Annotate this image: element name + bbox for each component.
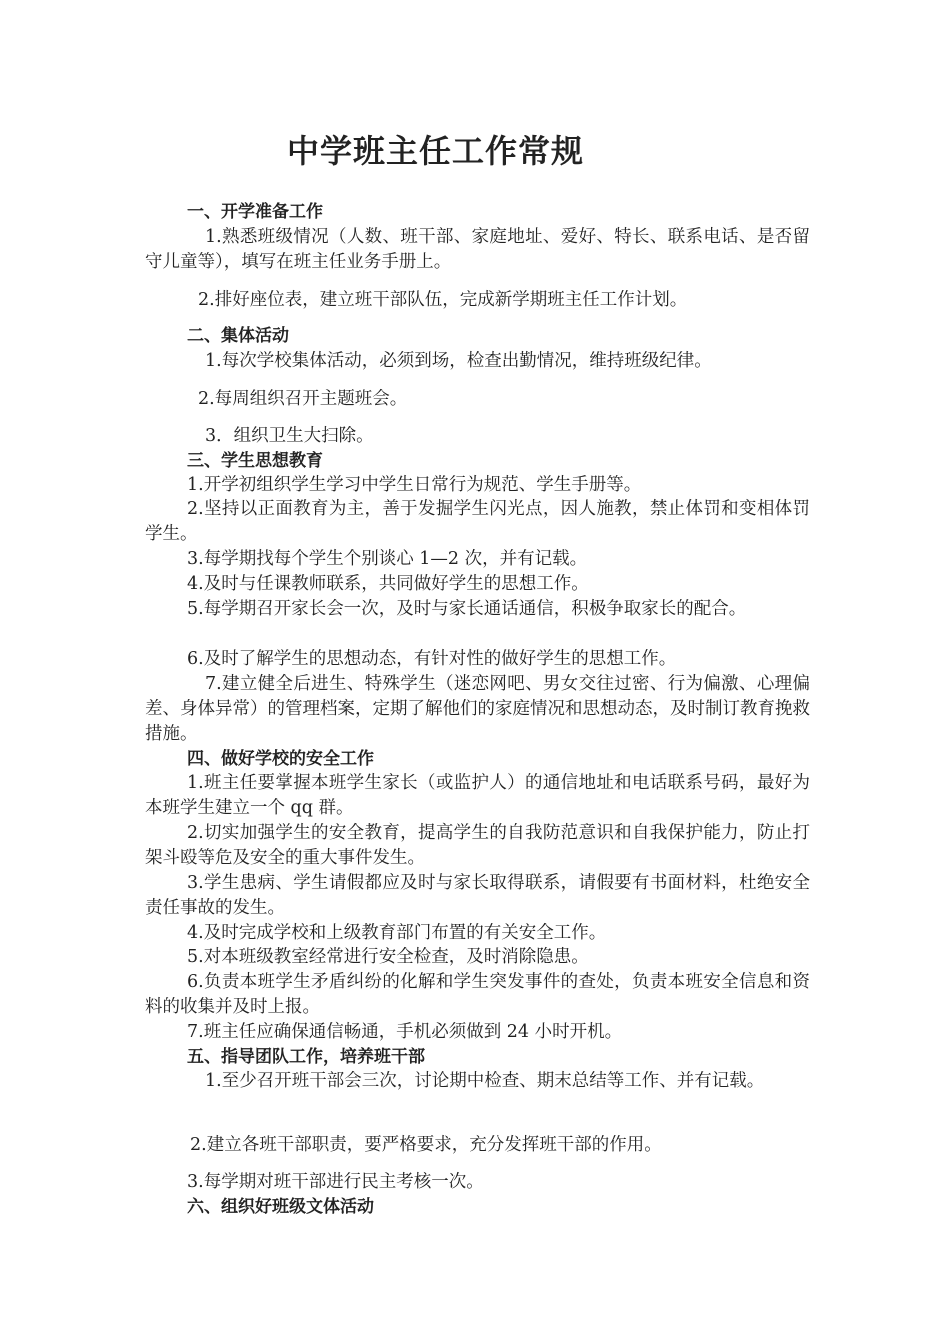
section-heading-5: 五、指导团队工作，培养班干部: [187, 1047, 425, 1067]
paragraph: 6.负责本班学生矛盾纠纷的化解和学生突发事件的查处，负责本班安全信息和资料的收集并及时上报。: [145, 972, 810, 1017]
paragraph: 3.每学期对班干部进行民主考核一次。: [187, 1172, 484, 1192]
section-heading-2: 二、集体活动: [187, 326, 289, 346]
paragraph: 1.熟悉班级情况（人数、班干部、家庭地址、爱好、特长、联系电话、是否留守儿童等），填写在班主任业务手册上。: [145, 227, 810, 272]
paragraph: 1.至少召开班干部会三次，讨论期中检查、期末总结等工作、并有记载。: [205, 1071, 765, 1091]
paragraph: 7.建立健全后进生、特殊学生（迷恋网吧、男女交往过密、行为偏激、心理偏差、身体异常）的管理档案，定期了解他们的家庭情况和思想动态，及时制订教育挽救措施。: [145, 674, 810, 744]
paragraph: 6.及时了解学生的思想动态，有针对性的做好学生的思想工作。: [187, 649, 677, 669]
paragraph: 3.每学期找每个学生个别谈心 1—2 次，并有记载。: [187, 549, 588, 569]
paragraph: 2.建立各班干部职责，要严格要求，充分发挥班干部的作用。: [190, 1135, 662, 1155]
section-heading-1: 一、开学准备工作: [187, 202, 323, 222]
section-heading-4: 四、做好学校的安全工作: [187, 749, 374, 769]
paragraph: 1.每次学校集体活动，必须到场，检查出勤情况，维持班级纪律。: [205, 351, 712, 371]
paragraph: 4.及时完成学校和上级教育部门布置的有关安全工作。: [187, 923, 607, 943]
paragraph: 2.切实加强学生的安全教育，提高学生的自我防范意识和自我保护能力，防止打架斗殴等危及安全的重大事件发生。: [145, 823, 810, 868]
paragraph: 7.班主任应确保通信畅通，手机必须做到 24 小时开机。: [187, 1022, 623, 1042]
paragraph: 2.坚持以正面教育为主，善于发掘学生闪光点，因人施教，禁止体罚和变相体罚学生。: [145, 499, 810, 544]
paragraph: 1.开学初组织学生学习中学生日常行为规范、学生手册等。: [187, 475, 642, 495]
paragraph: 3．组织卫生大扫除。: [205, 426, 374, 446]
paragraph: 2.排好座位表，建立班干部队伍，完成新学期班主任工作计划。: [198, 290, 688, 310]
section-heading-6: 六、组织好班级文体活动: [187, 1197, 374, 1217]
paragraph: 3.学生患病、学生请假都应及时与家长取得联系，请假要有书面材料，杜绝安全责任事故的发生。: [145, 873, 810, 918]
paragraph: 4.及时与任课教师联系，共同做好学生的思想工作。: [187, 574, 589, 594]
paragraph: 1.班主任要掌握本班学生家长（或监护人）的通信地址和电话联系号码，最好为本班学生建立一个 qq 群。: [145, 773, 810, 818]
section-heading-3: 三、学生思想教育: [187, 451, 323, 471]
paragraph: 5.对本班级教室经常进行安全检查，及时消除隐患。: [187, 947, 589, 967]
paragraph: 2.每周组织召开主题班会。: [198, 389, 408, 409]
paragraph: 5.每学期召开家长会一次，及时与家长通话通信，积极争取家长的配合。: [187, 599, 747, 619]
document-title: 中学班主任工作常规: [287, 132, 585, 170]
